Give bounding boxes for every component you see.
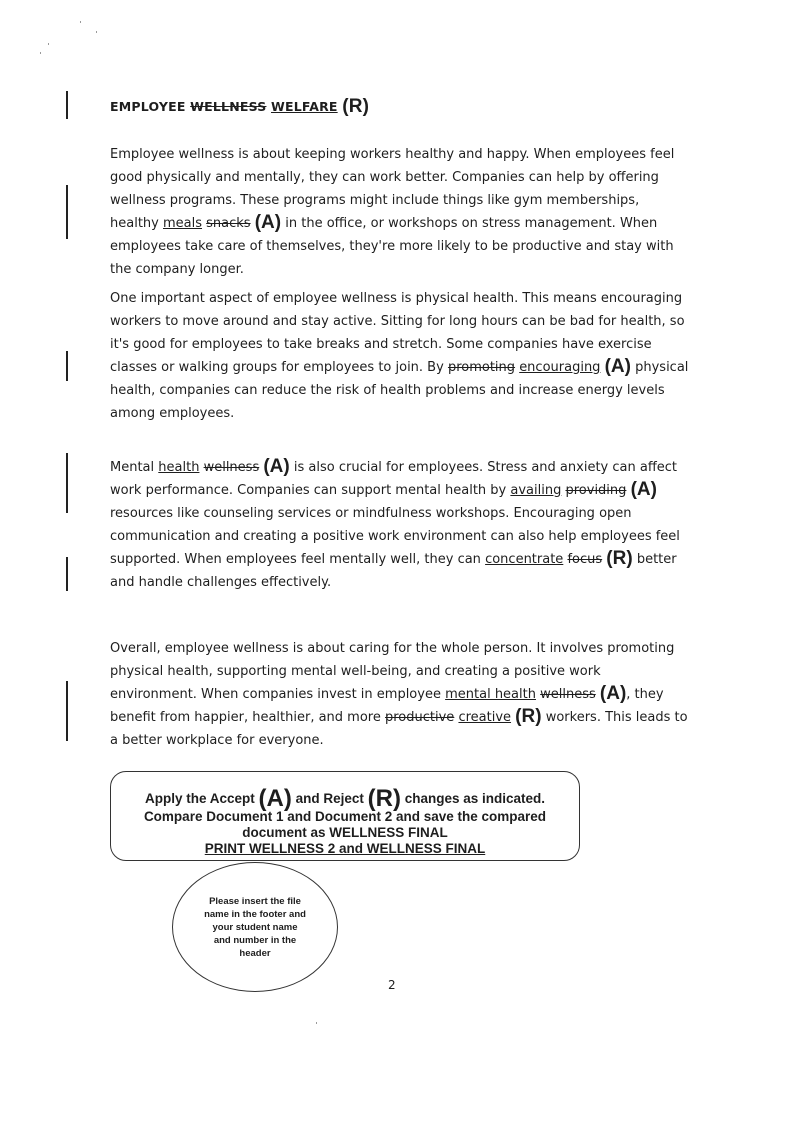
paragraph-text: Employee wellness is about keeping workers healthy and happy. When employees feel good physically and mentally, they can work better. Companies can help by offering wellness programs. These programs might include things like gym memberships, healthy xyxy=(110,147,675,231)
paragraph-text: physical health, companies can reduce the risk of health problems and increase energy levels among employees. xyxy=(110,360,689,421)
instruction-text: changes as indicated. xyxy=(404,791,546,806)
deleted-text: WELLNESS xyxy=(190,99,267,114)
deleted-text: wellness xyxy=(540,687,596,702)
reject-mark: (R) xyxy=(606,548,633,569)
paragraph-text: is also crucial for employees. Stress and anxiety can affect work performance. Companies can support mental health by xyxy=(110,460,678,498)
inserted-text: mental health xyxy=(445,687,536,702)
reject-mark: (R) xyxy=(342,96,370,117)
accept-mark: (A) xyxy=(630,479,657,500)
paragraph-4 xyxy=(110,637,690,752)
scan-speck xyxy=(80,21,81,23)
scan-speck xyxy=(48,43,49,45)
instruction-line-1 xyxy=(111,785,579,812)
change-bar xyxy=(66,453,68,513)
accept-mark: (A) xyxy=(258,785,292,812)
paragraph-text: in the office, or workshops on stress management. When employees take care of themselves, they're more likely to be productive and stay with the company longer. xyxy=(110,216,674,277)
deleted-text: snacks xyxy=(206,216,251,231)
instruction-line-2: Compare Document 1 and Document 2 and save the compared document as WELLNESS FINAL xyxy=(143,809,547,840)
deleted-text: wellness xyxy=(203,460,260,475)
oval-note-text: Please insert the file name in the footer and your student name and number in the header xyxy=(204,895,306,959)
instruction-line-3: PRINT WELLNESS 2 and WELLNESS FINAL xyxy=(204,841,486,856)
instruction-text: Apply the Accept xyxy=(144,791,255,806)
inserted-text: creative xyxy=(458,710,512,725)
deleted-text: promoting xyxy=(447,360,516,375)
document-title xyxy=(110,96,369,115)
scan-speck xyxy=(316,1022,317,1024)
paragraph-3 xyxy=(110,456,690,594)
paragraph-2 xyxy=(110,287,690,425)
deleted-text: providing xyxy=(565,483,627,498)
reject-mark: (R) xyxy=(515,706,542,727)
inserted-text: meals xyxy=(163,216,203,231)
inserted-text: health xyxy=(158,460,200,475)
paragraph-text: better and handle challenges effectively. xyxy=(110,552,677,590)
page-number: 2 xyxy=(388,978,396,992)
inserted-text: availing xyxy=(510,483,562,498)
paragraph-text: resources like counseling services or mindfulness workshops. Encouraging open communication and creating a positive work environment can also help employees feel supported. When employees feel mentally well, they can xyxy=(110,506,680,567)
title-prefix: EMPLOYEE xyxy=(110,99,186,114)
accept-mark: (A) xyxy=(254,212,282,233)
deleted-text: focus xyxy=(567,552,603,567)
instruction-box xyxy=(110,771,580,861)
accept-mark: (A) xyxy=(263,456,290,477)
inserted-text: concentrate xyxy=(485,552,564,567)
accept-mark: (A) xyxy=(599,683,627,704)
inserted-text: WELFARE xyxy=(271,99,338,114)
deleted-text: productive xyxy=(385,710,455,725)
scan-speck xyxy=(40,52,41,54)
paragraph-text: workers. This leads to a better workplace for everyone. xyxy=(110,710,688,748)
change-bar xyxy=(66,681,68,741)
instruction-text: and Reject xyxy=(295,791,364,806)
reject-mark: (R) xyxy=(367,785,401,812)
scan-speck xyxy=(96,31,97,33)
paragraph-text: One important aspect of employee wellness is physical health. This means encouraging workers to move around and stay active. Sitting for long hours can be bad for health, so it's good for employees to take breaks and stretch. Some companies have exercise classes or walking groups for employees to join. By xyxy=(110,291,685,375)
paragraph-1 xyxy=(110,143,690,281)
inserted-text: encouraging xyxy=(519,360,601,375)
oval-note xyxy=(172,862,338,992)
change-bar xyxy=(66,557,68,591)
paragraph-text: , they benefit from happier, healthier, and more xyxy=(110,687,664,725)
change-bar xyxy=(66,185,68,239)
change-bar xyxy=(66,351,68,381)
paragraph-text: Overall, employee wellness is about caring for the whole person. It involves promoting physical health, supporting mental well-being, and creating a positive work environment. When companies invest in employee xyxy=(110,641,675,702)
change-bar xyxy=(66,91,68,119)
accept-mark: (A) xyxy=(604,356,631,377)
paragraph-text: Mental xyxy=(110,460,155,475)
